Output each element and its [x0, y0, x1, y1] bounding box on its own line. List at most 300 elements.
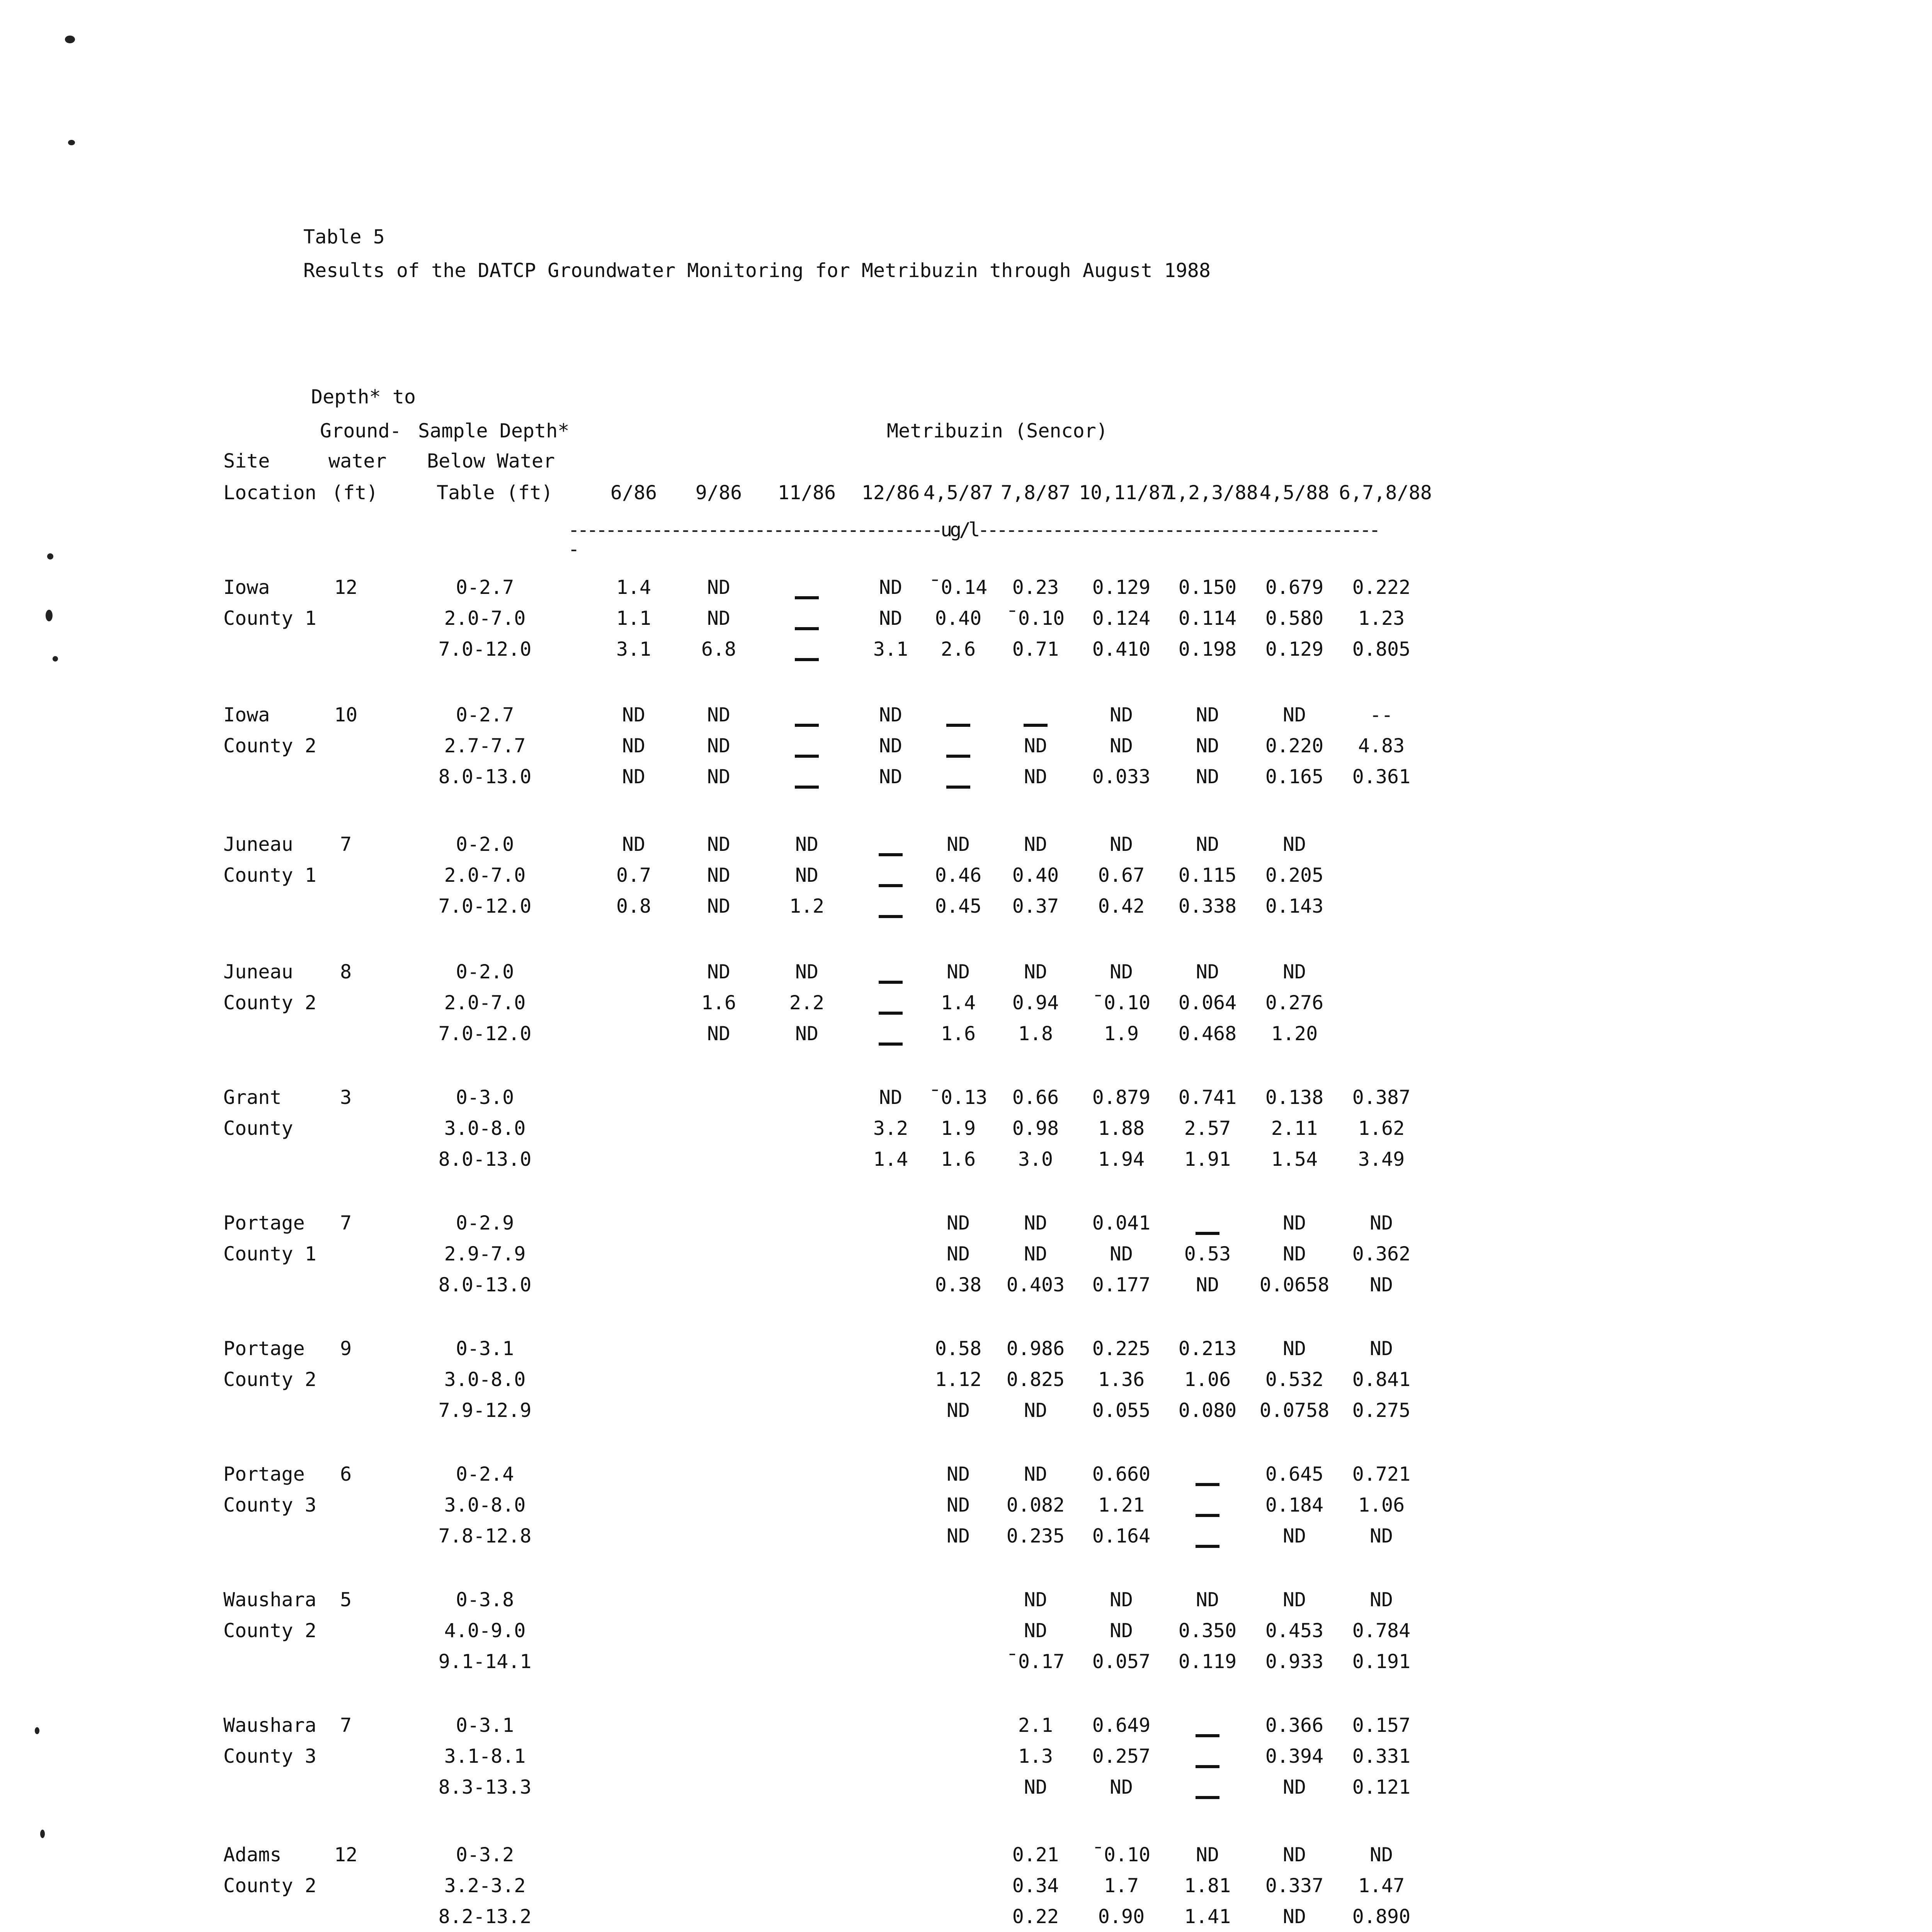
- data-cell: 1.23: [1358, 607, 1405, 629]
- data-cell: 0.22: [1012, 1905, 1059, 1928]
- no-sample-mark: [1196, 1734, 1219, 1737]
- header-depth-line2: Ground-: [320, 420, 401, 442]
- data-cell: 0.403: [1006, 1274, 1065, 1296]
- data-cell: 1.4: [873, 1148, 908, 1170]
- groundwater-depth: 5: [340, 1588, 352, 1611]
- data-cell: ND: [707, 576, 731, 599]
- no-sample-mark: [795, 786, 819, 789]
- data-cell: ND: [946, 1399, 970, 1422]
- data-cell: ˉ0.14: [929, 576, 988, 599]
- data-cell: 1.94: [1098, 1148, 1145, 1170]
- table-title: Results of the DATCP Groundwater Monitoring for Metribuzin through August 1988: [303, 259, 1211, 282]
- sample-depth: 0-2.7: [456, 576, 514, 599]
- data-cell: ND: [1196, 704, 1219, 726]
- site-county: County: [223, 1117, 293, 1139]
- date-column-header: 12/86: [861, 481, 920, 504]
- sample-depth: 7.8-12.8: [438, 1525, 532, 1547]
- sample-depth: 3.1-8.1: [444, 1745, 526, 1767]
- data-cell: 0.468: [1178, 1022, 1237, 1045]
- sample-depth: 0-3.1: [456, 1714, 514, 1736]
- data-cell: 0.366: [1265, 1714, 1324, 1736]
- data-cell: 0.080: [1178, 1399, 1237, 1422]
- sample-depth: 7.9-12.9: [438, 1399, 532, 1422]
- data-cell: 4.83: [1358, 735, 1405, 757]
- data-cell: 1.81: [1184, 1874, 1231, 1897]
- sample-depth: 8.3-13.3: [438, 1776, 532, 1798]
- site-county: County 2: [223, 735, 316, 757]
- groundwater-depth: 12: [334, 576, 358, 599]
- data-cell: ND: [946, 1243, 970, 1265]
- data-cell: 0.42: [1098, 895, 1145, 917]
- no-sample-mark: [1196, 1232, 1219, 1235]
- site-name: Iowa: [223, 576, 270, 599]
- data-cell: 2.1: [1018, 1714, 1053, 1736]
- data-cell: 0.198: [1178, 638, 1237, 660]
- data-cell: ND: [1109, 1619, 1133, 1642]
- data-cell: ND: [707, 765, 731, 788]
- sample-depth: 0-3.0: [456, 1086, 514, 1109]
- data-cell: ND: [1369, 1337, 1393, 1360]
- sample-depth: 0-2.4: [456, 1463, 514, 1485]
- data-cell: ND: [1024, 1776, 1048, 1798]
- data-cell: 0.841: [1352, 1368, 1411, 1391]
- data-cell: 0.46: [935, 864, 982, 886]
- data-cell: 3.1: [616, 638, 651, 660]
- data-cell: ND: [1282, 704, 1306, 726]
- data-cell: 0.679: [1265, 576, 1324, 599]
- scan-speck: [40, 1830, 45, 1838]
- data-cell: 0.276: [1265, 992, 1324, 1014]
- data-cell: 0.879: [1092, 1086, 1151, 1109]
- data-cell: ND: [879, 1086, 903, 1109]
- data-cell: 0.213: [1178, 1337, 1237, 1360]
- sample-depth: 7.0-12.0: [438, 638, 532, 660]
- sample-depth: 7.0-12.0: [438, 1022, 532, 1045]
- data-cell: ND: [1196, 833, 1219, 855]
- scan-speck: [46, 610, 53, 621]
- scan-speck: [68, 140, 75, 145]
- data-cell: ND: [1024, 1619, 1048, 1642]
- data-cell: ND: [1282, 1844, 1306, 1866]
- data-cell: 0.37: [1012, 895, 1059, 917]
- data-cell: 0.114: [1178, 607, 1237, 629]
- data-cell: 0.165: [1265, 765, 1324, 788]
- data-cell: ND: [1024, 735, 1048, 757]
- data-cell: 0.741: [1178, 1086, 1237, 1109]
- data-cell: 0.055: [1092, 1399, 1151, 1422]
- data-cell: ND: [707, 607, 731, 629]
- data-cell: 2.57: [1184, 1117, 1231, 1139]
- site-name: Juneau: [223, 961, 293, 983]
- data-cell: 0.71: [1012, 638, 1059, 660]
- data-cell: 1.1: [616, 607, 651, 629]
- data-cell: 0.890: [1352, 1905, 1411, 1928]
- sample-depth: 7.0-12.0: [438, 895, 532, 917]
- data-cell: 0.58: [935, 1337, 982, 1360]
- data-cell: 0.220: [1265, 735, 1324, 757]
- sample-depth: 2.7-7.7: [444, 735, 526, 757]
- data-cell: ND: [1196, 1844, 1219, 1866]
- data-cell: ND: [946, 1212, 970, 1234]
- data-cell: ND: [879, 765, 903, 788]
- data-cell: ND: [879, 607, 903, 629]
- data-cell: 0.0658: [1259, 1274, 1330, 1296]
- data-cell: 0.90: [1098, 1905, 1145, 1928]
- date-column-header: 4,5/87: [923, 481, 993, 504]
- data-cell: 0.033: [1092, 765, 1151, 788]
- data-cell: 0.387: [1352, 1086, 1411, 1109]
- data-cell: 0.649: [1092, 1714, 1151, 1736]
- sample-depth: 3.2-3.2: [444, 1874, 526, 1897]
- data-cell: ND: [1369, 1274, 1393, 1296]
- data-cell: 1.9: [940, 1117, 976, 1139]
- data-cell: 0.825: [1006, 1368, 1065, 1391]
- data-cell: ND: [879, 735, 903, 757]
- data-cell: ND: [707, 1022, 731, 1045]
- header-depth-line3: water: [328, 450, 387, 472]
- data-cell: 1.4: [616, 576, 651, 599]
- groundwater-depth: 9: [340, 1337, 352, 1360]
- data-cell: ND: [1282, 961, 1306, 983]
- data-cell: 0.257: [1092, 1745, 1151, 1767]
- data-cell: 0.331: [1352, 1745, 1411, 1767]
- no-sample-mark: [1196, 1796, 1219, 1799]
- data-cell: 0.53: [1184, 1243, 1231, 1265]
- data-cell: 0.129: [1092, 576, 1151, 599]
- data-cell: ND: [707, 735, 731, 757]
- groundwater-depth: 7: [340, 833, 352, 855]
- site-name: Portage: [223, 1463, 305, 1485]
- data-cell: 0.34: [1012, 1874, 1059, 1897]
- data-cell: ND: [622, 735, 646, 757]
- data-cell: ˉ0.10: [1092, 1844, 1151, 1866]
- data-cell: ND: [1369, 1525, 1393, 1547]
- data-cell: 3.2: [873, 1117, 908, 1139]
- data-cell: 0.191: [1352, 1650, 1411, 1673]
- site-county: County 3: [223, 1745, 316, 1767]
- no-sample-mark: [795, 596, 819, 599]
- site-county: County 1: [223, 607, 316, 629]
- data-cell: ND: [946, 833, 970, 855]
- sample-depth: 0-2.9: [456, 1212, 514, 1234]
- sample-depth: 8.0-13.0: [438, 765, 532, 788]
- data-cell: ND: [1196, 735, 1219, 757]
- data-cell: 3.49: [1358, 1148, 1405, 1170]
- data-cell: 0.150: [1178, 576, 1237, 599]
- data-cell: ND: [707, 704, 731, 726]
- data-cell: ND: [879, 704, 903, 726]
- no-sample-mark: [795, 627, 819, 630]
- data-cell: 0.410: [1092, 638, 1151, 660]
- data-cell: 1.47: [1358, 1874, 1405, 1897]
- data-cell: ND: [946, 1494, 970, 1516]
- sample-depth: 2.0-7.0: [444, 607, 526, 629]
- data-cell: 0.064: [1178, 992, 1237, 1014]
- data-cell: 0.119: [1178, 1650, 1237, 1673]
- no-sample-mark: [1196, 1483, 1219, 1486]
- no-sample-mark: [1196, 1545, 1219, 1548]
- data-cell: 0.337: [1265, 1874, 1324, 1897]
- data-cell: 1.4: [940, 992, 976, 1014]
- data-cell: ND: [879, 576, 903, 599]
- data-cell: 0.580: [1265, 607, 1324, 629]
- data-cell: 0.38: [935, 1274, 982, 1296]
- data-cell: 0.157: [1352, 1714, 1411, 1736]
- data-cell: 2.2: [789, 992, 825, 1014]
- scan-speck: [47, 553, 53, 560]
- no-sample-mark: [1196, 1765, 1219, 1768]
- data-cell: 0.129: [1265, 638, 1324, 660]
- data-cell: ND: [707, 895, 731, 917]
- sample-depth: 0-3.8: [456, 1588, 514, 1611]
- groundwater-depth: 3: [340, 1086, 352, 1109]
- sample-depth: 4.0-9.0: [444, 1619, 526, 1642]
- no-sample-mark: [879, 884, 903, 887]
- data-cell: ND: [1109, 735, 1133, 757]
- data-cell: 0.7: [616, 864, 651, 886]
- data-cell: 0.8: [616, 895, 651, 917]
- site-name: Waushara: [223, 1714, 316, 1736]
- sample-depth: 2.9-7.9: [444, 1243, 526, 1265]
- header-sample-line2: Below Water: [427, 450, 555, 472]
- data-cell: 0.143: [1265, 895, 1324, 917]
- no-sample-mark: [795, 755, 819, 758]
- data-cell: 0.275: [1352, 1399, 1411, 1422]
- sample-depth: 0-3.2: [456, 1844, 514, 1866]
- data-cell: ND: [1024, 1399, 1048, 1422]
- groundwater-depth: 7: [340, 1714, 352, 1736]
- no-sample-mark: [946, 724, 970, 727]
- data-cell: --: [1369, 704, 1393, 726]
- data-cell: ND: [795, 961, 819, 983]
- data-cell: ND: [1024, 961, 1048, 983]
- sample-depth: 3.0-8.0: [444, 1494, 526, 1516]
- data-cell: 0.453: [1265, 1619, 1324, 1642]
- no-sample-mark: [946, 786, 970, 789]
- data-cell: 3.0: [1018, 1148, 1053, 1170]
- sample-depth: 8.0-13.0: [438, 1274, 532, 1296]
- no-sample-mark: [879, 915, 903, 918]
- data-cell: 1.9: [1104, 1022, 1139, 1045]
- date-column-header: 1,2,3/88: [1165, 481, 1258, 504]
- sample-depth: 3.0-8.0: [444, 1117, 526, 1139]
- sample-depth: 0-2.7: [456, 704, 514, 726]
- no-sample-mark: [795, 724, 819, 727]
- site-name: Adams: [223, 1844, 282, 1866]
- data-cell: 1.6: [940, 1022, 976, 1045]
- data-cell: 0.362: [1352, 1243, 1411, 1265]
- no-sample-mark: [879, 981, 903, 984]
- data-cell: 0.0758: [1259, 1399, 1330, 1422]
- data-cell: ˉ0.17: [1006, 1650, 1065, 1673]
- site-name: Waushara: [223, 1588, 316, 1611]
- data-cell: ND: [1109, 1588, 1133, 1611]
- data-cell: ND: [1024, 1463, 1048, 1485]
- data-cell: 0.645: [1265, 1463, 1324, 1485]
- data-cell: 1.54: [1271, 1148, 1318, 1170]
- data-cell: 0.660: [1092, 1463, 1151, 1485]
- no-sample-mark: [879, 853, 903, 856]
- data-cell: ND: [1024, 1588, 1048, 1611]
- data-cell: 0.805: [1352, 638, 1411, 660]
- data-cell: 0.184: [1265, 1494, 1324, 1516]
- data-cell: ND: [1369, 1844, 1393, 1866]
- data-cell: 1.06: [1184, 1368, 1231, 1391]
- data-cell: 1.12: [935, 1368, 982, 1391]
- data-cell: 0.94: [1012, 992, 1059, 1014]
- groundwater-depth: 10: [334, 704, 358, 726]
- data-cell: 6.8: [701, 638, 736, 660]
- sample-depth: 3.0-8.0: [444, 1368, 526, 1391]
- data-cell: 0.361: [1352, 765, 1411, 788]
- data-cell: ˉ0.13: [929, 1086, 988, 1109]
- sample-depth: 2.0-7.0: [444, 864, 526, 886]
- groundwater-depth: 7: [340, 1212, 352, 1234]
- data-cell: ND: [1282, 1337, 1306, 1360]
- sample-depth: 8.2-13.2: [438, 1905, 532, 1928]
- data-cell: ND: [1109, 704, 1133, 726]
- header-site-line1: Site: [223, 450, 270, 472]
- scan-speck: [35, 1727, 39, 1734]
- scan-speck: [65, 36, 75, 43]
- data-cell: 0.057: [1092, 1650, 1151, 1673]
- data-cell: 0.532: [1265, 1368, 1324, 1391]
- table-number: Table 5: [303, 226, 385, 248]
- sample-depth: 0-2.0: [456, 833, 514, 855]
- data-cell: 1.62: [1358, 1117, 1405, 1139]
- sample-depth: 8.0-13.0: [438, 1148, 532, 1170]
- data-cell: 0.235: [1006, 1525, 1065, 1547]
- data-cell: ND: [707, 961, 731, 983]
- unit-rule: ----------------------------------------ug/l--------------------------------------------: [568, 519, 1378, 560]
- data-cell: ND: [707, 864, 731, 886]
- data-cell: ND: [946, 1463, 970, 1485]
- data-cell: 1.91: [1184, 1148, 1231, 1170]
- data-cell: 0.164: [1092, 1525, 1151, 1547]
- groundwater-depth: 8: [340, 961, 352, 983]
- header-site-line2: Location: [223, 481, 316, 504]
- data-cell: 2.11: [1271, 1117, 1318, 1139]
- data-cell: 1.36: [1098, 1368, 1145, 1391]
- header-depth-line1: Depth* to: [311, 386, 416, 408]
- data-cell: ˉ0.10: [1006, 607, 1065, 629]
- data-cell: ND: [1369, 1212, 1393, 1234]
- data-cell: ND: [1109, 1243, 1133, 1265]
- data-cell: 0.082: [1006, 1494, 1065, 1516]
- data-cell: ND: [707, 833, 731, 855]
- data-cell: ND: [1196, 1588, 1219, 1611]
- date-column-header: 4,5/88: [1259, 481, 1330, 504]
- data-cell: ND: [1282, 1243, 1306, 1265]
- data-cell: 1.06: [1358, 1494, 1405, 1516]
- no-sample-mark: [1024, 724, 1048, 727]
- no-sample-mark: [1196, 1514, 1219, 1517]
- date-column-header: 6,7,8/88: [1339, 481, 1432, 504]
- data-cell: 1.21: [1098, 1494, 1145, 1516]
- data-cell: 0.041: [1092, 1212, 1151, 1234]
- data-cell: ND: [622, 704, 646, 726]
- data-cell: ND: [1109, 833, 1133, 855]
- data-cell: 0.66: [1012, 1086, 1059, 1109]
- no-sample-mark: [946, 755, 970, 758]
- data-cell: 0.784: [1352, 1619, 1411, 1642]
- data-cell: 0.933: [1265, 1650, 1324, 1673]
- data-cell: 0.98: [1012, 1117, 1059, 1139]
- date-column-header: 7,8/87: [1000, 481, 1071, 504]
- data-cell: ND: [1024, 765, 1048, 788]
- date-column-header: 11/86: [777, 481, 836, 504]
- data-cell: ND: [795, 1022, 819, 1045]
- groundwater-depth: 12: [334, 1844, 358, 1866]
- header-metribuzin: Metribuzin (Sencor): [887, 420, 1108, 442]
- data-cell: 0.40: [935, 607, 982, 629]
- data-cell: ND: [795, 864, 819, 886]
- sample-depth: 2.0-7.0: [444, 992, 526, 1014]
- data-cell: ND: [1109, 1776, 1133, 1798]
- data-cell: ˉ0.10: [1092, 992, 1151, 1014]
- data-cell: 1.88: [1098, 1117, 1145, 1139]
- data-cell: 0.986: [1006, 1337, 1065, 1360]
- date-column-header: 9/86: [695, 481, 742, 504]
- data-cell: 0.121: [1352, 1776, 1411, 1798]
- site-county: County 2: [223, 1619, 316, 1642]
- data-cell: ND: [1282, 833, 1306, 855]
- date-column-header: 10,11/87: [1079, 481, 1172, 504]
- data-cell: 0.138: [1265, 1086, 1324, 1109]
- data-cell: 3.1: [873, 638, 908, 660]
- data-cell: ND: [622, 833, 646, 855]
- data-cell: 0.124: [1092, 607, 1151, 629]
- data-cell: ND: [946, 961, 970, 983]
- data-cell: 1.2: [789, 895, 825, 917]
- data-cell: ND: [1282, 1776, 1306, 1798]
- data-cell: 0.23: [1012, 576, 1059, 599]
- data-cell: ND: [622, 765, 646, 788]
- no-sample-mark: [879, 1012, 903, 1015]
- no-sample-mark: [795, 658, 819, 661]
- data-cell: 1.8: [1018, 1022, 1053, 1045]
- data-cell: 1.7: [1104, 1874, 1139, 1897]
- data-cell: 0.394: [1265, 1745, 1324, 1767]
- data-cell: 0.350: [1178, 1619, 1237, 1642]
- data-cell: 0.45: [935, 895, 982, 917]
- sample-depth: 0-2.0: [456, 961, 514, 983]
- data-cell: ND: [1024, 833, 1048, 855]
- data-cell: ND: [1369, 1588, 1393, 1611]
- site-name: Portage: [223, 1337, 305, 1360]
- data-cell: 0.205: [1265, 864, 1324, 886]
- sample-depth: 9.1-14.1: [438, 1650, 532, 1673]
- data-cell: 0.177: [1092, 1274, 1151, 1296]
- site-county: County 2: [223, 1874, 316, 1897]
- data-cell: 0.721: [1352, 1463, 1411, 1485]
- data-cell: 0.338: [1178, 895, 1237, 917]
- data-cell: ND: [1282, 1212, 1306, 1234]
- data-cell: 0.225: [1092, 1337, 1151, 1360]
- data-cell: ND: [1109, 961, 1133, 983]
- data-cell: 0.115: [1178, 864, 1237, 886]
- data-cell: ND: [1196, 961, 1219, 983]
- data-cell: ND: [946, 1525, 970, 1547]
- data-cell: ND: [795, 833, 819, 855]
- data-cell: 1.3: [1018, 1745, 1053, 1767]
- data-cell: 0.222: [1352, 576, 1411, 599]
- data-cell: 1.41: [1184, 1905, 1231, 1928]
- no-sample-mark: [879, 1043, 903, 1046]
- data-cell: ND: [1024, 1243, 1048, 1265]
- site-county: County 2: [223, 1368, 316, 1391]
- data-cell: 1.20: [1271, 1022, 1318, 1045]
